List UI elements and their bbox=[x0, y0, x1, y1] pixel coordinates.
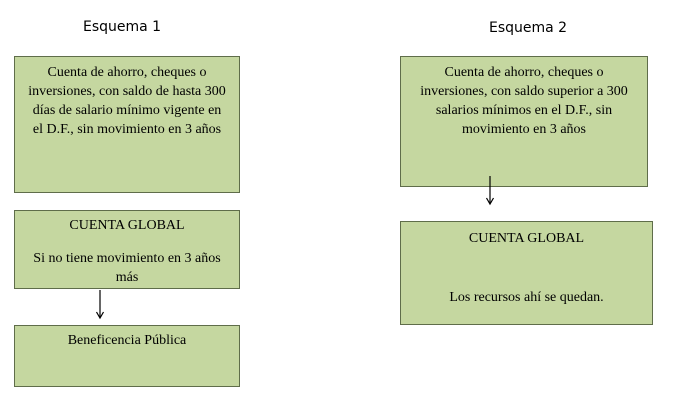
scheme2-source-accounts-box bbox=[400, 56, 648, 187]
box-text-line: el D.F., sin movimiento en 3 años bbox=[32, 122, 222, 137]
box-text-line: inversiones, con saldo de hasta 300 bbox=[28, 84, 226, 99]
global-account-condition-line: Si no tiene movimiento en 3 años bbox=[33, 251, 221, 266]
scheme1-global-account-box bbox=[14, 210, 240, 289]
global-account-outcome: Los recursos ahí se quedan. bbox=[449, 290, 604, 305]
scheme2-arrow-down bbox=[484, 176, 496, 206]
scheme1-arrow-down bbox=[94, 290, 106, 320]
box-text-line: días de salario mínimo vigente en bbox=[32, 103, 222, 118]
box-text-line: salarios mínimos en el D.F., sin bbox=[435, 103, 613, 118]
scheme2-title: Esquema 2 bbox=[489, 20, 568, 36]
box-text-line: Cuenta de ahorro, cheques o bbox=[47, 65, 207, 80]
scheme2-global-account-box bbox=[400, 221, 653, 325]
scheme1-public-charity-box bbox=[14, 325, 240, 387]
global-account-title: CUENTA GLOBAL bbox=[468, 231, 585, 246]
scheme1-source-accounts-box bbox=[14, 56, 240, 193]
scheme1-title: Esquema 1 bbox=[83, 19, 162, 35]
global-account-title: CUENTA GLOBAL bbox=[69, 218, 185, 233]
public-charity-label: Beneficencia Pública bbox=[67, 333, 187, 348]
global-account-condition-line: más bbox=[115, 270, 139, 285]
box-text-line: movimiento en 3 años bbox=[461, 122, 587, 137]
box-text-line: inversiones, con saldo superior a 300 bbox=[420, 84, 628, 99]
box-text-line: Cuenta de ahorro, cheques o bbox=[444, 65, 604, 80]
